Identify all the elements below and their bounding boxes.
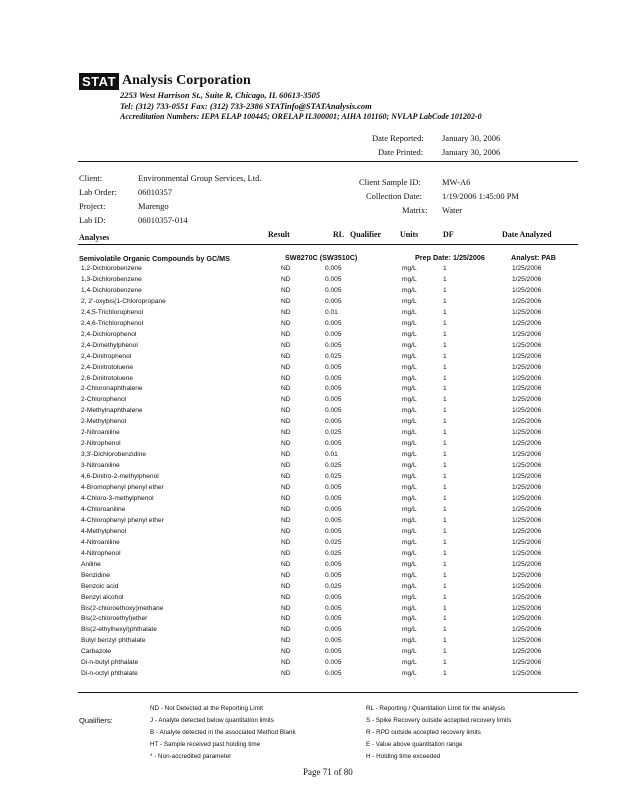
cell-result: ND bbox=[281, 527, 291, 535]
cell-name: 2,4-Dichlorophenol bbox=[81, 330, 137, 338]
cell-df: 1 bbox=[443, 538, 447, 546]
cell-name: Benzyl alcohol bbox=[81, 593, 124, 601]
cell-rl: 0.005 bbox=[325, 626, 342, 634]
cell-date: 1/25/2006 bbox=[512, 440, 542, 448]
cell-df: 1 bbox=[443, 319, 447, 327]
cell-rl: 0.025 bbox=[325, 549, 342, 557]
cell-units: mg/L bbox=[402, 352, 417, 360]
cell-df: 1 bbox=[443, 396, 447, 404]
cell-date: 1/25/2006 bbox=[512, 593, 542, 601]
cell-df: 1 bbox=[443, 615, 447, 623]
lab-order-label: Lab Order: bbox=[79, 187, 117, 197]
cell-date: 1/25/2006 bbox=[512, 341, 542, 349]
cell-result: ND bbox=[281, 462, 291, 470]
cell-df: 1 bbox=[443, 352, 447, 360]
cell-rl: 0.005 bbox=[325, 396, 342, 404]
cell-rl: 0.025 bbox=[325, 462, 342, 470]
cell-df: 1 bbox=[443, 275, 447, 283]
cell-rl: 0.005 bbox=[325, 484, 342, 491]
cell-name: Bis(2-chloroethoxy)methane bbox=[81, 604, 164, 612]
cell-name: 2-Methylnaphthalene bbox=[81, 407, 143, 415]
cell-rl: 0.005 bbox=[325, 330, 342, 338]
cell-rl: 0.005 bbox=[325, 637, 342, 645]
legend-item: * - Non-accredited parameter bbox=[150, 753, 232, 760]
cell-date: 1/25/2006 bbox=[512, 648, 542, 656]
cell-name: 4-Chloro-3-methylphenol bbox=[81, 494, 154, 502]
cell-result: ND bbox=[281, 659, 291, 667]
cell-date: 1/25/2006 bbox=[512, 615, 542, 623]
cell-df: 1 bbox=[443, 571, 447, 579]
cell-units: mg/L bbox=[402, 286, 417, 294]
cell-name: Aniline bbox=[81, 560, 101, 568]
cell-result: ND bbox=[281, 407, 291, 415]
cell-date: 1/25/2006 bbox=[512, 385, 542, 393]
cell-rl: 0.005 bbox=[325, 615, 342, 623]
lab-id-label: Lab ID: bbox=[79, 215, 106, 225]
cell-result: ND bbox=[281, 626, 291, 634]
cell-name: Benzidine bbox=[81, 571, 110, 579]
cell-result: ND bbox=[281, 473, 291, 480]
cell-name: Butyl benzyl phthalate bbox=[81, 637, 146, 645]
cell-name: Di-n-octyl phthalate bbox=[81, 670, 138, 678]
cell-rl: 0.005 bbox=[325, 659, 342, 667]
cell-date: 1/25/2006 bbox=[512, 330, 542, 338]
cell-name: 3-Nitroaniline bbox=[81, 462, 120, 470]
cell-df: 1 bbox=[443, 484, 447, 491]
cell-name: 4-Bromophenyl phenyl ether bbox=[81, 484, 164, 491]
cell-units: mg/L bbox=[402, 527, 417, 535]
cell-result: ND bbox=[281, 571, 291, 579]
divider-header bbox=[78, 244, 578, 245]
cell-name: 2-Nitrophenol bbox=[81, 440, 121, 448]
cell-df: 1 bbox=[443, 527, 447, 535]
cell-name: 1,3-Dichlorobenzene bbox=[81, 275, 142, 283]
cell-units: mg/L bbox=[402, 484, 417, 491]
cell-rl: 0.005 bbox=[325, 341, 342, 349]
cell-rl: 0.005 bbox=[325, 560, 342, 568]
cell-rl: 0.005 bbox=[325, 648, 342, 656]
matrix-value: Water bbox=[442, 205, 463, 215]
cell-units: mg/L bbox=[402, 462, 417, 470]
cell-result: ND bbox=[281, 593, 291, 601]
cell-units: mg/L bbox=[402, 593, 417, 601]
cell-units: mg/L bbox=[402, 505, 417, 513]
divider-bottom bbox=[78, 692, 578, 693]
cell-units: mg/L bbox=[402, 297, 417, 305]
cell-df: 1 bbox=[443, 494, 447, 502]
cell-units: mg/L bbox=[402, 560, 417, 568]
cell-date: 1/25/2006 bbox=[512, 363, 542, 371]
cell-result: ND bbox=[281, 418, 291, 426]
cell-date: 1/25/2006 bbox=[512, 494, 542, 502]
collection-date-label: Collection Date: bbox=[366, 191, 422, 201]
cell-date: 1/25/2006 bbox=[512, 265, 542, 272]
cell-rl: 0.005 bbox=[325, 286, 342, 294]
cell-rl: 0.005 bbox=[325, 593, 342, 601]
date-reported-label: Date Reported: bbox=[372, 133, 424, 143]
client-sample-id-value: MW-A6 bbox=[442, 177, 471, 187]
cell-rl: 0.005 bbox=[325, 265, 342, 272]
col-result: Result bbox=[268, 230, 290, 239]
cell-df: 1 bbox=[443, 341, 447, 349]
cell-units: mg/L bbox=[402, 319, 417, 327]
cell-date: 1/25/2006 bbox=[512, 604, 542, 612]
cell-units: mg/L bbox=[402, 615, 417, 623]
cell-date: 1/25/2006 bbox=[512, 484, 542, 491]
cell-df: 1 bbox=[443, 582, 447, 590]
cell-date: 1/25/2006 bbox=[512, 374, 542, 382]
legend-item: S - Spike Recovery outside accepted recovery limits bbox=[366, 717, 512, 724]
cell-units: mg/L bbox=[402, 626, 417, 634]
cell-df: 1 bbox=[443, 363, 447, 371]
cell-result: ND bbox=[281, 385, 291, 393]
cell-name: 1,4-Dichlorobenzene bbox=[81, 286, 142, 294]
cell-df: 1 bbox=[443, 407, 447, 415]
project-label: Project: bbox=[79, 201, 106, 211]
cell-rl: 0.005 bbox=[325, 571, 342, 579]
cell-date: 1/25/2006 bbox=[512, 571, 542, 579]
cell-df: 1 bbox=[443, 330, 447, 338]
cell-df: 1 bbox=[443, 549, 447, 557]
cell-date: 1/25/2006 bbox=[512, 429, 542, 437]
cell-name: 2,4-Dimethylphenol bbox=[81, 341, 138, 349]
cell-result: ND bbox=[281, 363, 291, 371]
cell-date: 1/25/2006 bbox=[512, 516, 542, 524]
cell-date: 1/25/2006 bbox=[512, 297, 542, 305]
cell-date: 1/25/2006 bbox=[512, 505, 542, 513]
cell-result: ND bbox=[281, 451, 291, 459]
cell-result: ND bbox=[281, 374, 291, 382]
cell-rl: 0.005 bbox=[325, 385, 342, 393]
cell-name: 1,2-Dichlorobenzene bbox=[81, 265, 142, 272]
cell-date: 1/25/2006 bbox=[512, 275, 542, 283]
cell-units: mg/L bbox=[402, 538, 417, 546]
cell-units: mg/L bbox=[402, 385, 417, 393]
cell-rl: 0.025 bbox=[325, 538, 342, 546]
cell-df: 1 bbox=[443, 659, 447, 667]
cell-result: ND bbox=[281, 330, 291, 338]
cell-date: 1/25/2006 bbox=[512, 527, 542, 535]
cell-date: 1/25/2006 bbox=[512, 407, 542, 415]
cell-rl: 0.005 bbox=[325, 319, 342, 327]
cell-units: mg/L bbox=[402, 582, 417, 590]
cell-rl: 0.025 bbox=[325, 352, 342, 360]
cell-units: mg/L bbox=[402, 440, 417, 448]
company-logo bbox=[79, 72, 251, 90]
cell-name: 2,4,6-Trichlorophenol bbox=[81, 319, 144, 327]
cell-df: 1 bbox=[443, 308, 447, 316]
cell-df: 1 bbox=[443, 418, 447, 426]
cell-date: 1/25/2006 bbox=[512, 451, 542, 459]
cell-result: ND bbox=[281, 396, 291, 404]
cell-df: 1 bbox=[443, 637, 447, 645]
legend-item: R - RPD outside accepted recovery limits bbox=[366, 729, 481, 736]
legend-item: HT - Sample received past holding time bbox=[150, 741, 261, 748]
cell-df: 1 bbox=[443, 297, 447, 305]
lab-id-value: 06010357-014 bbox=[138, 215, 188, 225]
cell-df: 1 bbox=[443, 374, 447, 382]
cell-df: 1 bbox=[443, 451, 447, 459]
cell-result: ND bbox=[281, 297, 291, 305]
cell-date: 1/25/2006 bbox=[512, 418, 542, 426]
cell-name: 2,6-Dinitrotoluene bbox=[81, 374, 134, 382]
cell-units: mg/L bbox=[402, 648, 417, 656]
cell-rl: 0.005 bbox=[325, 363, 342, 371]
cell-df: 1 bbox=[443, 473, 447, 480]
logo-mark: STAT bbox=[79, 73, 119, 90]
cell-name: 4,6-Dinitro-2-methylphenol bbox=[81, 473, 159, 480]
cell-result: ND bbox=[281, 429, 291, 437]
cell-rl: 0.01 bbox=[325, 308, 338, 316]
cell-date: 1/25/2006 bbox=[512, 659, 542, 667]
cell-units: mg/L bbox=[402, 341, 417, 349]
date-printed-label: Date Printed: bbox=[378, 147, 424, 157]
cell-rl: 0.005 bbox=[325, 440, 342, 448]
cell-df: 1 bbox=[443, 593, 447, 601]
client-sample-id-label: Client Sample ID: bbox=[359, 177, 421, 187]
cell-name: Carbazole bbox=[81, 648, 112, 656]
cell-df: 1 bbox=[443, 505, 447, 513]
cell-df: 1 bbox=[443, 440, 447, 448]
cell-result: ND bbox=[281, 265, 291, 272]
cell-result: ND bbox=[281, 352, 291, 360]
cell-name: 2,4,5-Trichlorophenol bbox=[81, 308, 144, 316]
cell-name: 3,3'-Dichlorobenzidine bbox=[81, 451, 147, 459]
cell-df: 1 bbox=[443, 429, 447, 437]
legend-item: RL - Reporting / Quantitation Limit for the analysis bbox=[366, 705, 506, 712]
cell-units: mg/L bbox=[402, 308, 417, 316]
cell-date: 1/25/2006 bbox=[512, 549, 542, 557]
cell-name: 4-Chlorophenyl phenyl ether bbox=[81, 516, 164, 524]
cell-df: 1 bbox=[443, 648, 447, 656]
cell-units: mg/L bbox=[402, 494, 417, 502]
cell-name: 2, 2'-oxybis(1-Chloropropane bbox=[81, 297, 166, 305]
cell-result: ND bbox=[281, 308, 291, 316]
cell-rl: 0.005 bbox=[325, 505, 342, 513]
cell-result: ND bbox=[281, 549, 291, 557]
col-df: DF bbox=[443, 230, 454, 239]
section-title: Semivolatile Organic Compounds by GC/MS bbox=[79, 254, 230, 263]
accreditation-numbers: Accreditation Numbers: IEPA ELAP 100445; ORELAP IL300001; AIHA 101160; NVLAP LabCode 101202-0 bbox=[120, 112, 482, 121]
legend-item: J - Analyte detected below quantitation limits bbox=[150, 717, 274, 724]
cell-units: mg/L bbox=[402, 516, 417, 524]
cell-units: mg/L bbox=[402, 549, 417, 557]
cell-date: 1/25/2006 bbox=[512, 538, 542, 546]
cell-result: ND bbox=[281, 604, 291, 612]
cell-rl: 0.005 bbox=[325, 418, 342, 426]
cell-df: 1 bbox=[443, 516, 447, 524]
client-value: Environmental Group Services, Ltd. bbox=[138, 173, 262, 183]
cell-result: ND bbox=[281, 670, 291, 678]
cell-date: 1/25/2006 bbox=[512, 582, 542, 590]
cell-name: 2-Methylphenol bbox=[81, 418, 127, 426]
cell-result: ND bbox=[281, 505, 291, 513]
cell-units: mg/L bbox=[402, 275, 417, 283]
cell-units: mg/L bbox=[402, 451, 417, 459]
cell-date: 1/25/2006 bbox=[512, 670, 542, 678]
legend-item: ND - Not Detected at the Reporting Limit bbox=[150, 705, 264, 712]
date-printed-value: January 30, 2006 bbox=[442, 147, 501, 157]
cell-units: mg/L bbox=[402, 418, 417, 426]
cell-units: mg/L bbox=[402, 374, 417, 382]
section-method: SW8270C (SW3510C) bbox=[285, 253, 358, 262]
cell-result: ND bbox=[281, 286, 291, 294]
qualifiers-label: Qualifiers: bbox=[79, 716, 113, 725]
legend-item: E - Value above quantitation range bbox=[366, 741, 463, 748]
company-name: Analysis Corporation bbox=[122, 73, 251, 89]
cell-rl: 0.025 bbox=[325, 473, 342, 480]
section-analyst: Analyst: PAB bbox=[511, 253, 556, 262]
cell-df: 1 bbox=[443, 462, 447, 470]
section-prep-date: Prep Date: 1/25/2006 bbox=[415, 253, 485, 262]
legend-item: B - Analyte detected in the associated Method Blank bbox=[150, 729, 296, 736]
cell-result: ND bbox=[281, 560, 291, 568]
cell-result: ND bbox=[281, 615, 291, 623]
cell-name: 4-Methylphenol bbox=[81, 527, 127, 535]
cell-name: 4-Nitroaniline bbox=[81, 538, 120, 546]
cell-df: 1 bbox=[443, 626, 447, 634]
cell-result: ND bbox=[281, 582, 291, 590]
cell-units: mg/L bbox=[402, 330, 417, 338]
cell-date: 1/25/2006 bbox=[512, 286, 542, 294]
cell-rl: 0.025 bbox=[325, 582, 342, 590]
cell-date: 1/25/2006 bbox=[512, 352, 542, 360]
cell-rl: 0.005 bbox=[325, 604, 342, 612]
cell-name: 2,4-Dinitrophenol bbox=[81, 352, 132, 360]
cell-units: mg/L bbox=[402, 571, 417, 579]
cell-name: 2-Chloronaphthalene bbox=[81, 385, 143, 393]
cell-result: ND bbox=[281, 341, 291, 349]
cell-units: mg/L bbox=[402, 473, 417, 480]
cell-units: mg/L bbox=[402, 637, 417, 645]
cell-result: ND bbox=[281, 494, 291, 502]
page-number: Page 71 of 80 bbox=[303, 767, 353, 777]
cell-name: 4-Nitrophenol bbox=[81, 549, 121, 557]
cell-result: ND bbox=[281, 484, 291, 491]
cell-rl: 0.01 bbox=[325, 451, 338, 459]
date-reported-value: January 30, 2006 bbox=[442, 133, 501, 143]
col-date-analyzed: Date Analyzed bbox=[502, 230, 552, 239]
cell-result: ND bbox=[281, 440, 291, 448]
col-analyses: Analyses bbox=[79, 233, 110, 242]
client-label: Client: bbox=[79, 173, 103, 183]
cell-rl: 0.005 bbox=[325, 516, 342, 524]
cell-name: Di-n-butyl phthalate bbox=[81, 659, 139, 667]
cell-units: mg/L bbox=[402, 363, 417, 371]
divider-top bbox=[78, 161, 578, 162]
cell-units: mg/L bbox=[402, 604, 417, 612]
cell-rl: 0.005 bbox=[325, 670, 342, 678]
cell-df: 1 bbox=[443, 560, 447, 568]
company-contact: Tel: (312) 733-0551 Fax: (312) 733-2386 STATinfo@STATAnalysis.com bbox=[120, 101, 372, 111]
cell-result: ND bbox=[281, 516, 291, 524]
cell-date: 1/25/2006 bbox=[512, 637, 542, 645]
cell-units: mg/L bbox=[402, 659, 417, 667]
cell-result: ND bbox=[281, 538, 291, 546]
cell-units: mg/L bbox=[402, 396, 417, 404]
cell-df: 1 bbox=[443, 286, 447, 294]
cell-name: Benzoic acid bbox=[81, 582, 119, 590]
cell-result: ND bbox=[281, 319, 291, 327]
cell-units: mg/L bbox=[402, 407, 417, 415]
matrix-label: Matrix: bbox=[402, 205, 428, 215]
col-qualifier: Qualifier bbox=[350, 230, 382, 239]
cell-units: mg/L bbox=[402, 429, 417, 437]
cell-date: 1/25/2006 bbox=[512, 560, 542, 568]
project-value: Marengo bbox=[138, 201, 169, 211]
cell-name: 2,4-Dinitrotoluene bbox=[81, 363, 134, 371]
cell-date: 1/25/2006 bbox=[512, 626, 542, 634]
cell-date: 1/25/2006 bbox=[512, 462, 542, 470]
collection-date-value: 1/19/2006 1:45:00 PM bbox=[442, 191, 519, 201]
col-rl: RL bbox=[333, 230, 345, 239]
company-address: 2253 West Harrison St., Suite R, Chicago, IL 60613-3505 bbox=[120, 90, 321, 100]
cell-name: 2-Chlorophenol bbox=[81, 396, 127, 404]
cell-result: ND bbox=[281, 648, 291, 656]
cell-result: ND bbox=[281, 275, 291, 283]
cell-units: mg/L bbox=[402, 265, 417, 272]
cell-rl: 0.025 bbox=[325, 429, 342, 437]
cell-rl: 0.005 bbox=[325, 297, 342, 305]
cell-date: 1/25/2006 bbox=[512, 319, 542, 327]
cell-rl: 0.005 bbox=[325, 494, 342, 502]
col-units: Units bbox=[400, 230, 419, 239]
cell-df: 1 bbox=[443, 265, 447, 272]
cell-rl: 0.005 bbox=[325, 374, 342, 382]
cell-rl: 0.005 bbox=[325, 407, 342, 415]
lab-order-value: 06010357 bbox=[138, 187, 172, 197]
cell-units: mg/L bbox=[402, 670, 417, 678]
cell-df: 1 bbox=[443, 385, 447, 393]
cell-df: 1 bbox=[443, 604, 447, 612]
cell-date: 1/25/2006 bbox=[512, 308, 542, 316]
cell-name: Bis(2-chloroethyl)ether bbox=[81, 615, 148, 623]
cell-rl: 0.005 bbox=[325, 527, 342, 535]
cell-df: 1 bbox=[443, 670, 447, 678]
cell-date: 1/25/2006 bbox=[512, 396, 542, 404]
cell-name: 2-Nitroaniline bbox=[81, 429, 120, 437]
legend-item: H - Holding time exceeded bbox=[366, 753, 441, 760]
cell-result: ND bbox=[281, 637, 291, 645]
cell-name: 4-Chloroaniline bbox=[81, 505, 126, 513]
cell-rl: 0.005 bbox=[325, 275, 342, 283]
cell-date: 1/25/2006 bbox=[512, 473, 542, 480]
cell-name: Bis(2-ethylhexyl)phthalate bbox=[81, 626, 157, 634]
